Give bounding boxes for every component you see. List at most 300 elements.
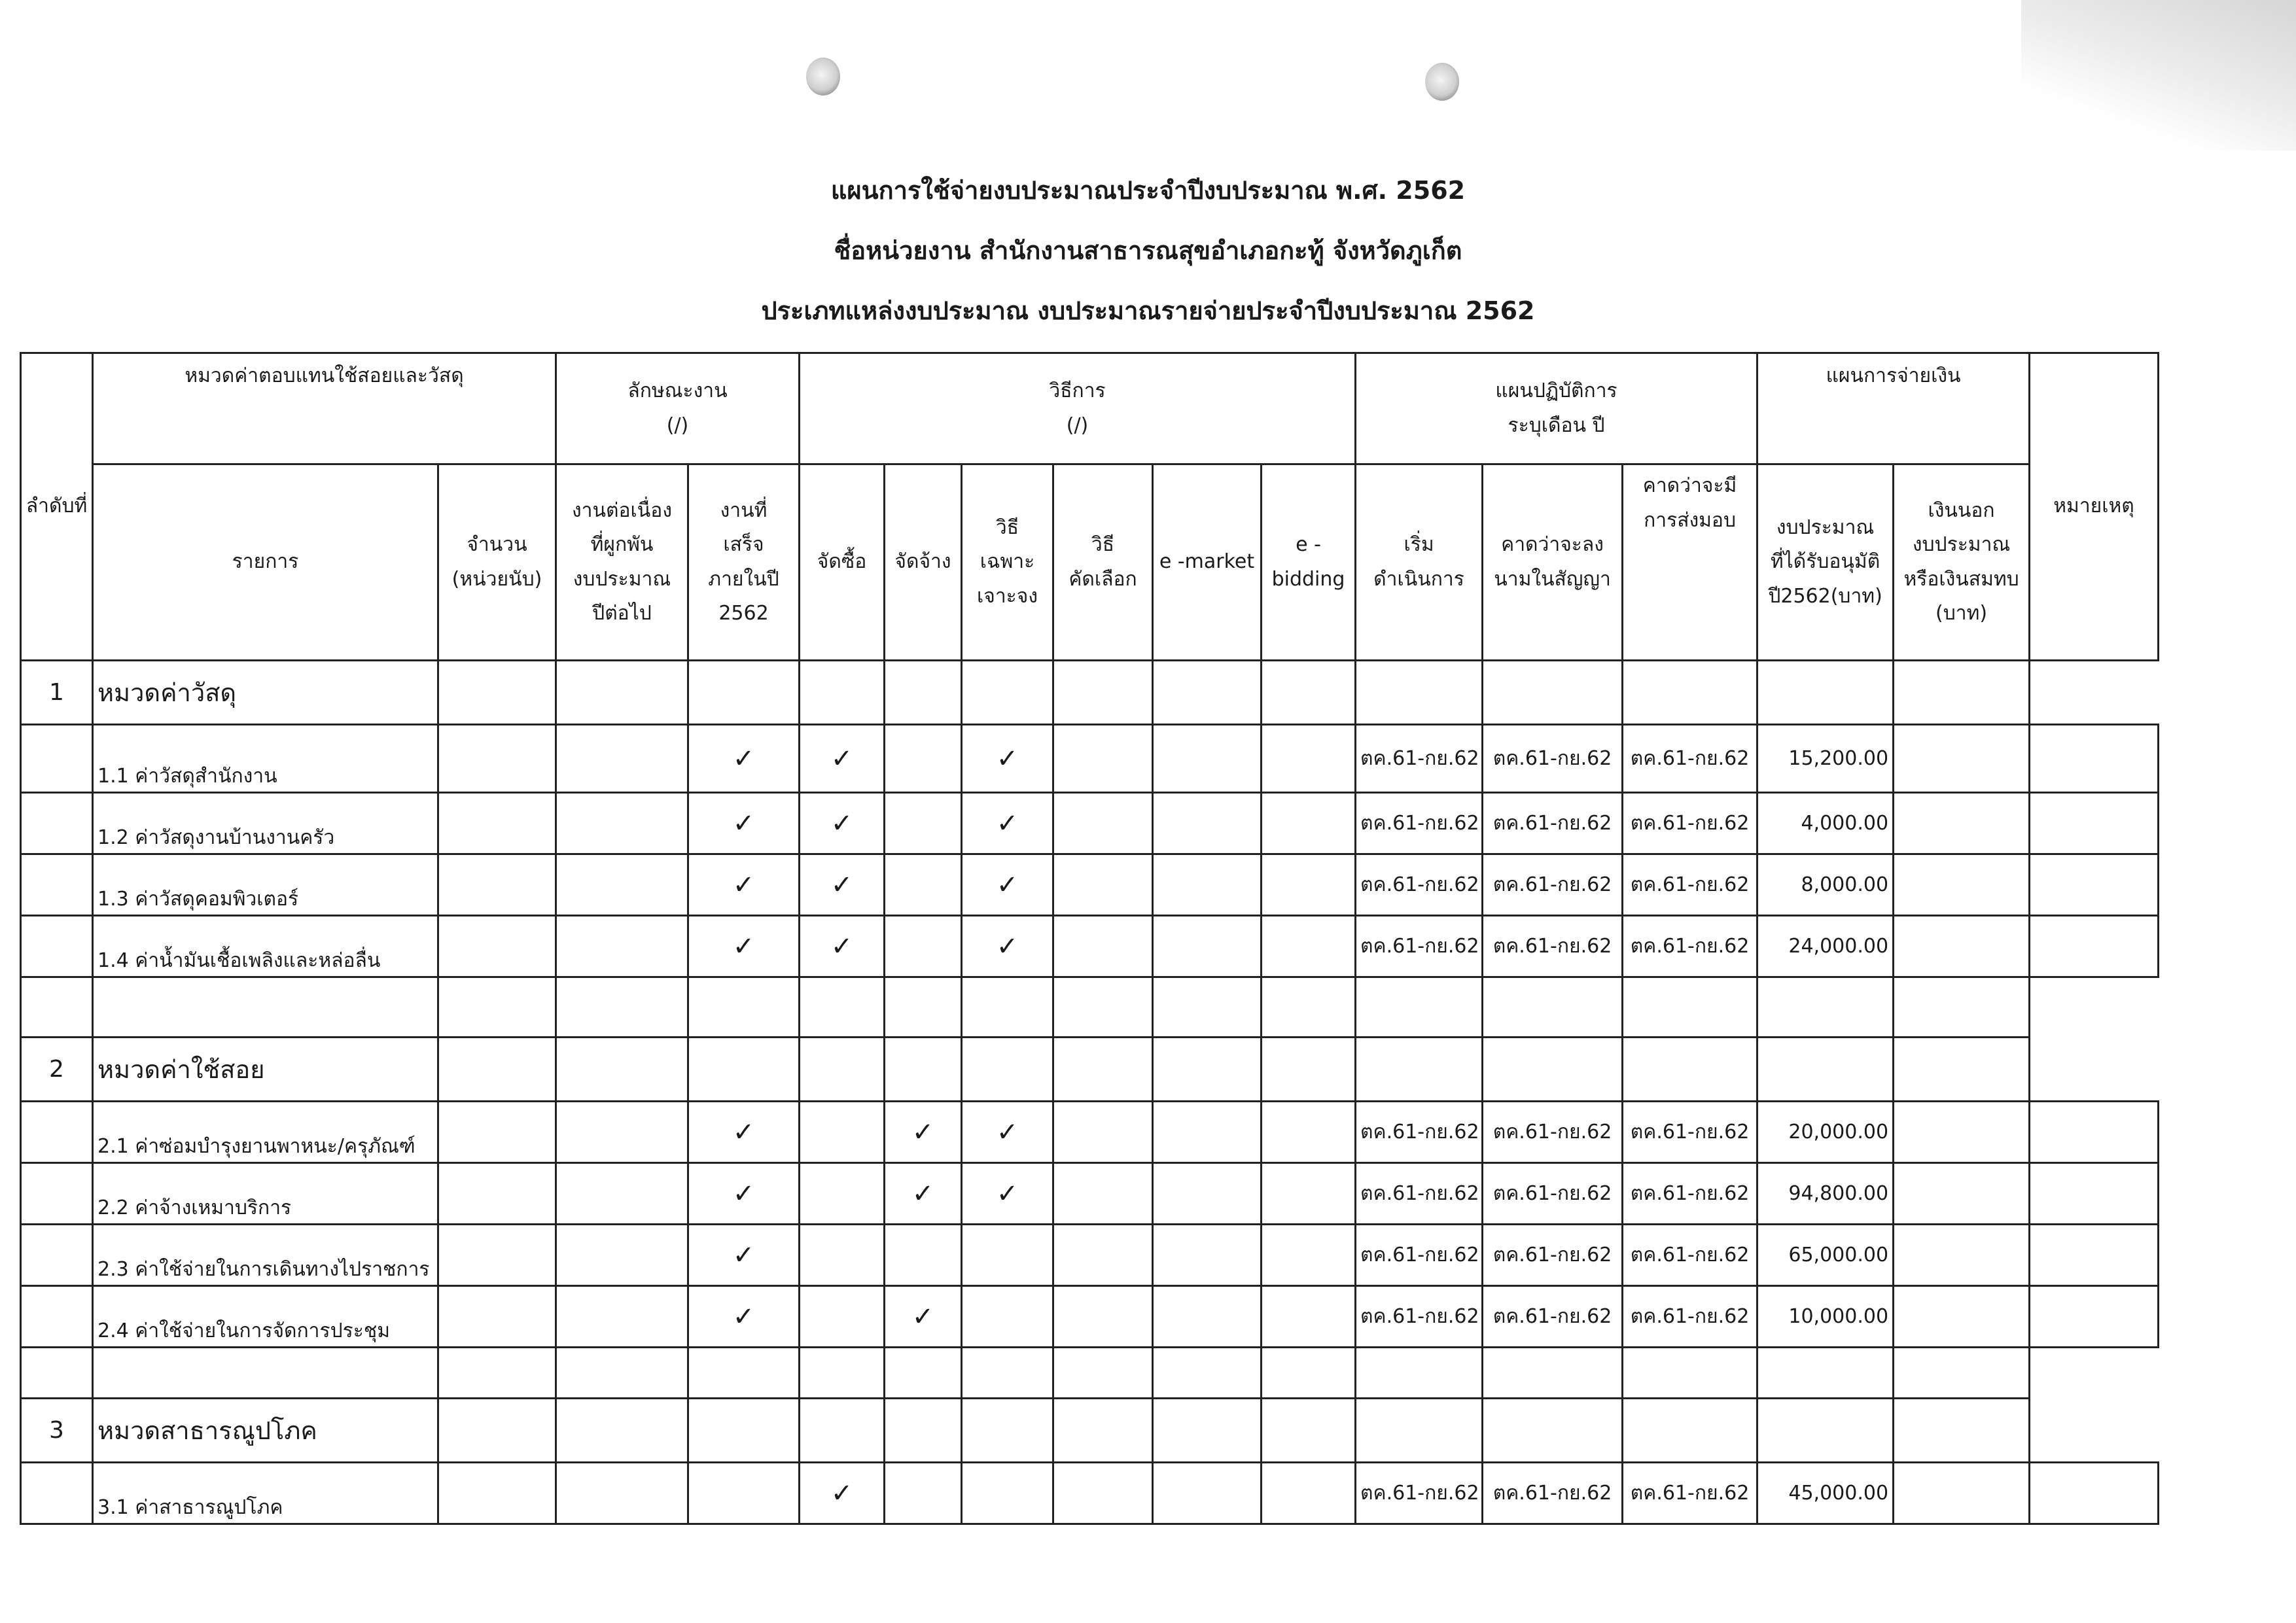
empty-cell xyxy=(1262,1348,1356,1399)
empty-cell xyxy=(688,1348,800,1399)
empty-cell xyxy=(438,1038,556,1102)
punch-hole-right xyxy=(1425,63,1459,101)
section-row xyxy=(21,1038,2159,1102)
header-specific-line: เจาะจง xyxy=(976,584,1038,608)
delivery-month: ตค.61-กย.62 xyxy=(1623,1225,1757,1286)
contract-month: ตค.61-กย.62 xyxy=(1483,1163,1623,1225)
header-item: รายการ xyxy=(93,464,438,661)
empty-cell xyxy=(1356,1348,1483,1399)
hire-check xyxy=(885,793,962,854)
continuing-cell xyxy=(556,1102,688,1163)
empty-cell xyxy=(1053,1038,1153,1102)
header-approved-line: งบประมาณ xyxy=(1776,515,1875,539)
header-contract xyxy=(1483,464,1623,661)
table-row xyxy=(21,1225,2159,1286)
empty-cell xyxy=(1153,1399,1262,1463)
empty-cell xyxy=(556,1348,688,1399)
approved-amount: 24,000.00 xyxy=(1757,916,1894,977)
remark-cell xyxy=(2030,916,2159,977)
empty-cell xyxy=(1262,1038,1356,1102)
empty-cell xyxy=(885,977,962,1038)
purchase-check xyxy=(800,1225,885,1286)
start-month: ตค.61-กย.62 xyxy=(1356,1225,1483,1286)
contract-month: ตค.61-กย.62 xyxy=(1483,1102,1623,1163)
offbudget-cell xyxy=(1894,725,2030,793)
header-method xyxy=(800,353,1356,464)
emarket-cell xyxy=(1153,854,1262,916)
empty-cell xyxy=(1483,1399,1623,1463)
spacer-row xyxy=(21,1348,2159,1399)
header-complete-line: งานที่ xyxy=(720,498,768,522)
continuing-cell xyxy=(556,1225,688,1286)
hire-check xyxy=(885,916,962,977)
purchase-check: ✓ xyxy=(800,725,885,793)
table-row xyxy=(21,725,2159,793)
ebidding-cell xyxy=(1262,1225,1356,1286)
selection-cell xyxy=(1053,1463,1153,1524)
empty-cell xyxy=(1053,977,1153,1038)
empty-cell xyxy=(556,661,688,725)
empty-cell xyxy=(1623,977,1757,1038)
header-approved-line: ที่ได้รับอนุมัติ xyxy=(1770,550,1881,574)
header-specific-line: วิธี xyxy=(995,515,1019,539)
document-titles xyxy=(0,160,2296,341)
remark-cell xyxy=(2030,1163,2159,1225)
empty-cell xyxy=(438,1399,556,1463)
section-row xyxy=(21,1399,2159,1463)
empty-cell xyxy=(1757,661,1894,725)
contract-month: ตค.61-กย.62 xyxy=(1483,1286,1623,1348)
empty-cell xyxy=(93,977,438,1038)
ebidding-cell xyxy=(1262,1102,1356,1163)
empty-cell xyxy=(885,661,962,725)
header-complete-line: เสร็จ xyxy=(723,533,764,556)
item-label: 1.3 ค่าวัสดุคอมพิวเตอร์ xyxy=(93,854,438,916)
purchase-check: ✓ xyxy=(800,854,885,916)
purchase-check xyxy=(800,1163,885,1225)
empty-cell xyxy=(1483,977,1623,1038)
empty-cell xyxy=(800,977,885,1038)
continuing-cell xyxy=(556,854,688,916)
item-label: 2.1 ค่าซ่อมบำรุงยานพาหนะ/ครุภัณฑ์ xyxy=(93,1102,438,1163)
empty-cell xyxy=(1356,977,1483,1038)
emarket-cell xyxy=(1153,1163,1262,1225)
specific-check: ✓ xyxy=(962,793,1053,854)
qty-cell xyxy=(438,1225,556,1286)
header-contract-line: นามในสัญญา xyxy=(1494,567,1611,591)
header-continuing xyxy=(556,464,688,661)
complete-check: ✓ xyxy=(688,1163,800,1225)
empty-cell xyxy=(800,661,885,725)
selection-cell xyxy=(1053,1163,1153,1225)
offbudget-cell xyxy=(1894,916,2030,977)
remark-cell xyxy=(2030,1286,2159,1348)
specific-check: ✓ xyxy=(962,1163,1053,1225)
header-qty xyxy=(438,464,556,661)
agency-name: ชื่อหน่วยงาน สำนักงานสาธารณสุขอำเภอกะทู้ จังหวัดภูเก็ต xyxy=(834,236,1462,265)
empty-cell xyxy=(556,1399,688,1463)
start-month: ตค.61-กย.62 xyxy=(1356,1463,1483,1524)
empty-cell xyxy=(21,1225,93,1286)
empty-cell xyxy=(21,793,93,854)
empty-cell xyxy=(1153,661,1262,725)
remark-cell xyxy=(2030,1463,2159,1524)
complete-check: ✓ xyxy=(688,793,800,854)
offbudget-cell xyxy=(1894,1225,2030,1286)
header-qty-line: จำนวน xyxy=(467,533,527,556)
empty-cell xyxy=(688,1038,800,1102)
empty-cell xyxy=(1356,661,1483,725)
start-month: ตค.61-กย.62 xyxy=(1356,1163,1483,1225)
empty-cell xyxy=(21,854,93,916)
delivery-month: ตค.61-กย.62 xyxy=(1623,793,1757,854)
selection-cell xyxy=(1053,1102,1153,1163)
header-delivery xyxy=(1623,464,1757,661)
header-continuing-line: งบประมาณ xyxy=(573,567,671,591)
empty-cell xyxy=(1757,977,1894,1038)
header-delivery-line: การส่งมอบ xyxy=(1644,508,1736,532)
ebidding-cell xyxy=(1262,1286,1356,1348)
purchase-check: ✓ xyxy=(800,916,885,977)
approved-amount: 15,200.00 xyxy=(1757,725,1894,793)
purchase-check: ✓ xyxy=(800,793,885,854)
header-complete xyxy=(688,464,800,661)
empty-cell xyxy=(688,1399,800,1463)
empty-cell xyxy=(1483,661,1623,725)
section-name: หมวดค่าใช้สอย xyxy=(93,1038,438,1102)
emarket-cell xyxy=(1153,1286,1262,1348)
empty-cell xyxy=(1356,1399,1483,1463)
emarket-cell xyxy=(1153,916,1262,977)
complete-check: ✓ xyxy=(688,1286,800,1348)
emarket-cell xyxy=(1153,793,1262,854)
header-offbudget-line: (บาท) xyxy=(1935,602,1988,625)
empty-cell xyxy=(1153,977,1262,1038)
remark-cell xyxy=(2030,793,2159,854)
header-order: ลำดับที่ xyxy=(21,353,93,661)
remark-cell xyxy=(2030,1102,2159,1163)
empty-cell xyxy=(93,1348,438,1399)
header-approved xyxy=(1757,464,1894,661)
ebidding-cell xyxy=(1262,1163,1356,1225)
qty-cell xyxy=(438,1102,556,1163)
empty-cell xyxy=(1053,661,1153,725)
empty-cell xyxy=(1262,977,1356,1038)
ebidding-cell xyxy=(1262,854,1356,916)
header-contract-line: คาดว่าจะลง xyxy=(1501,533,1604,556)
delivery-month: ตค.61-กย.62 xyxy=(1623,1463,1757,1524)
empty-cell xyxy=(1356,1038,1483,1102)
header-approved-line: ปี2562(บาท) xyxy=(1768,584,1882,608)
item-label: 3.1 ค่าสาธารณูปโภค xyxy=(93,1463,438,1524)
selection-cell xyxy=(1053,793,1153,854)
section-number: 3 xyxy=(21,1399,93,1463)
item-label: 1.2 ค่าวัสดุงานบ้านงานครัว xyxy=(93,793,438,854)
empty-cell xyxy=(1894,977,2030,1038)
empty-cell xyxy=(1894,1348,2030,1399)
empty-cell xyxy=(800,1038,885,1102)
qty-cell xyxy=(438,793,556,854)
budget-source: ประเภทแหล่งงบประมาณ งบประมาณรายจ่ายประจำปีงบประมาณ 2562 xyxy=(761,296,1535,325)
remark-cell xyxy=(2030,854,2159,916)
header-remark: หมายเหตุ xyxy=(2030,353,2159,661)
specific-check xyxy=(962,1463,1053,1524)
header-hire: จัดจ้าง xyxy=(885,464,962,661)
continuing-cell xyxy=(556,725,688,793)
approved-amount: 8,000.00 xyxy=(1757,854,1894,916)
emarket-cell xyxy=(1153,725,1262,793)
empty-cell xyxy=(438,661,556,725)
specific-check: ✓ xyxy=(962,1102,1053,1163)
hire-check: ✓ xyxy=(885,1286,962,1348)
approved-amount: 94,800.00 xyxy=(1757,1163,1894,1225)
empty-cell xyxy=(438,977,556,1038)
empty-cell xyxy=(962,1038,1053,1102)
empty-cell xyxy=(21,725,93,793)
empty-cell xyxy=(1623,1348,1757,1399)
hire-check xyxy=(885,854,962,916)
delivery-month: ตค.61-กย.62 xyxy=(1623,916,1757,977)
contract-month: ตค.61-กย.62 xyxy=(1483,1463,1623,1524)
continuing-cell xyxy=(556,1463,688,1524)
item-label: 2.4 ค่าใช้จ่ายในการจัดการประชุม xyxy=(93,1286,438,1348)
header-nature xyxy=(556,353,800,464)
empty-cell xyxy=(885,1399,962,1463)
continuing-cell xyxy=(556,793,688,854)
empty-cell xyxy=(1757,1038,1894,1102)
empty-cell xyxy=(1757,1348,1894,1399)
empty-cell xyxy=(1262,1399,1356,1463)
empty-cell xyxy=(21,1463,93,1524)
offbudget-cell xyxy=(1894,793,2030,854)
start-month: ตค.61-กย.62 xyxy=(1356,1102,1483,1163)
header-continuing-line: ที่ผูกพัน xyxy=(590,533,654,556)
header-complete-line: ภายในปี xyxy=(708,567,779,591)
empty-cell xyxy=(962,977,1053,1038)
section-name: หมวดสาธารณูปโภค xyxy=(93,1399,438,1463)
header-purchase: จัดซื้อ xyxy=(800,464,885,661)
hire-check xyxy=(885,1463,962,1524)
delivery-month: ตค.61-กย.62 xyxy=(1623,1163,1757,1225)
ebidding-cell xyxy=(1262,1463,1356,1524)
header-plan xyxy=(1356,353,1757,464)
selection-cell xyxy=(1053,725,1153,793)
header-start-line: ดำเนินการ xyxy=(1373,567,1464,591)
empty-cell xyxy=(962,1348,1053,1399)
continuing-cell xyxy=(556,1286,688,1348)
hire-check xyxy=(885,1225,962,1286)
purchase-check: ✓ xyxy=(800,1463,885,1524)
table-row xyxy=(21,1163,2159,1225)
section-number: 1 xyxy=(21,661,93,725)
header-specific xyxy=(962,464,1053,661)
offbudget-cell xyxy=(1894,854,2030,916)
header-offbudget xyxy=(1894,464,2030,661)
empty-cell xyxy=(438,1348,556,1399)
selection-cell xyxy=(1053,1286,1153,1348)
complete-check xyxy=(688,1463,800,1524)
qty-cell xyxy=(438,916,556,977)
spacer-row xyxy=(21,977,2159,1038)
empty-cell xyxy=(21,977,93,1038)
specific-check: ✓ xyxy=(962,916,1053,977)
contract-month: ตค.61-กย.62 xyxy=(1483,1225,1623,1286)
complete-check: ✓ xyxy=(688,1225,800,1286)
item-label: 2.2 ค่าจ้างเหมาบริการ xyxy=(93,1163,438,1225)
empty-cell xyxy=(556,977,688,1038)
qty-cell xyxy=(438,1286,556,1348)
header-complete-line: 2562 xyxy=(718,602,769,625)
empty-cell xyxy=(1153,1348,1262,1399)
remark-cell xyxy=(2030,1225,2159,1286)
qty-cell xyxy=(438,725,556,793)
delivery-month: ตค.61-กย.62 xyxy=(1623,1286,1757,1348)
empty-cell xyxy=(1623,1038,1757,1102)
selection-cell xyxy=(1053,1225,1153,1286)
empty-cell xyxy=(962,661,1053,725)
empty-cell xyxy=(1623,1399,1757,1463)
header-nature-label: ลักษณะงาน xyxy=(627,379,728,402)
specific-check: ✓ xyxy=(962,854,1053,916)
header-delivery-line: คาดว่าจะมี xyxy=(1642,474,1737,497)
budget-plan-table xyxy=(20,352,2159,1525)
complete-check: ✓ xyxy=(688,854,800,916)
empty-cell xyxy=(688,977,800,1038)
header-start-line: เริ่ม xyxy=(1404,533,1434,556)
empty-cell xyxy=(1262,661,1356,725)
section-number: 2 xyxy=(21,1038,93,1102)
hire-check: ✓ xyxy=(885,1163,962,1225)
start-month: ตค.61-กย.62 xyxy=(1356,854,1483,916)
empty-cell xyxy=(1757,1399,1894,1463)
contract-month: ตค.61-กย.62 xyxy=(1483,725,1623,793)
header-plan-sub: ระบุเดือน ปี xyxy=(1508,413,1605,437)
table-row xyxy=(21,793,2159,854)
empty-cell xyxy=(21,1348,93,1399)
header-pay: แผนการจ่ายเงิน xyxy=(1757,353,2030,464)
delivery-month: ตค.61-กย.62 xyxy=(1623,854,1757,916)
empty-cell xyxy=(1153,1038,1262,1102)
specific-check: ✓ xyxy=(962,725,1053,793)
contract-month: ตค.61-กย.62 xyxy=(1483,793,1623,854)
document-title: แผนการใช้จ่ายงบประมาณประจำปีงบประมาณ พ.ศ. 2562 xyxy=(830,176,1466,205)
continuing-cell xyxy=(556,1163,688,1225)
table-body xyxy=(21,661,2159,1524)
remark-cell xyxy=(2030,725,2159,793)
purchase-check xyxy=(800,1286,885,1348)
header-continuing-line: ปีต่อไป xyxy=(592,602,652,625)
header-qty-line: (หน่วยนับ) xyxy=(451,567,542,591)
hire-check xyxy=(885,725,962,793)
header-nature-mark: (/) xyxy=(666,413,689,437)
qty-cell xyxy=(438,1463,556,1524)
empty-cell xyxy=(688,661,800,725)
empty-cell xyxy=(21,916,93,977)
header-emarket: e -market xyxy=(1153,464,1262,661)
header-continuing-line: งานต่อเนื่อง xyxy=(572,498,672,522)
header-selection-line: วิธี xyxy=(1091,533,1115,556)
specific-check xyxy=(962,1225,1053,1286)
contract-month: ตค.61-กย.62 xyxy=(1483,854,1623,916)
start-month: ตค.61-กย.62 xyxy=(1356,1286,1483,1348)
delivery-month: ตค.61-กย.62 xyxy=(1623,1102,1757,1163)
ebidding-cell xyxy=(1262,725,1356,793)
item-label: 1.4 ค่าน้ำมันเชื้อเพลิงและหล่อลื่น xyxy=(93,916,438,977)
header-method-label: วิธีการ xyxy=(1049,379,1106,402)
start-month: ตค.61-กย.62 xyxy=(1356,725,1483,793)
item-label: 2.3 ค่าใช้จ่ายในการเดินทางไปราชการ xyxy=(93,1225,438,1286)
offbudget-cell xyxy=(1894,1286,2030,1348)
header-offbudget-line: หรือเงินสมทบ xyxy=(1903,567,2019,591)
approved-amount: 10,000.00 xyxy=(1757,1286,1894,1348)
item-label: 1.1 ค่าวัสดุสำนักงาน xyxy=(93,725,438,793)
header-selection xyxy=(1053,464,1153,661)
empty-cell xyxy=(1894,661,2030,725)
header-group: หมวดค่าตอบแทนใช้สอยและวัสดุ xyxy=(93,353,556,464)
table-row xyxy=(21,1463,2159,1524)
selection-cell xyxy=(1053,854,1153,916)
page-corner-shadow xyxy=(2021,0,2296,150)
header-selection-line: คัดเลือก xyxy=(1069,567,1137,591)
empty-cell xyxy=(800,1348,885,1399)
complete-check: ✓ xyxy=(688,1102,800,1163)
emarket-cell xyxy=(1153,1225,1262,1286)
section-row xyxy=(21,661,2159,725)
header-method-mark: (/) xyxy=(1066,413,1089,437)
approved-amount: 45,000.00 xyxy=(1757,1463,1894,1524)
table-row xyxy=(21,1102,2159,1163)
empty-cell xyxy=(1894,1038,2030,1102)
section-name: หมวดค่าวัสดุ xyxy=(93,661,438,725)
offbudget-cell xyxy=(1894,1102,2030,1163)
empty-cell xyxy=(800,1399,885,1463)
empty-cell xyxy=(1483,1348,1623,1399)
approved-amount: 65,000.00 xyxy=(1757,1225,1894,1286)
punch-hole-left xyxy=(806,58,840,96)
ebidding-cell xyxy=(1262,793,1356,854)
empty-cell xyxy=(556,1038,688,1102)
continuing-cell xyxy=(556,916,688,977)
complete-check: ✓ xyxy=(688,916,800,977)
empty-cell xyxy=(21,1286,93,1348)
start-month: ตค.61-กย.62 xyxy=(1356,793,1483,854)
header-offbudget-line: เงินนอก xyxy=(1928,498,1995,522)
approved-amount: 20,000.00 xyxy=(1757,1102,1894,1163)
empty-cell xyxy=(962,1399,1053,1463)
header-offbudget-line: งบประมาณ xyxy=(1912,533,2011,556)
ebidding-cell xyxy=(1262,916,1356,977)
selection-cell xyxy=(1053,916,1153,977)
delivery-month: ตค.61-กย.62 xyxy=(1623,725,1757,793)
header-ebidding xyxy=(1262,464,1356,661)
empty-cell xyxy=(1053,1348,1153,1399)
purchase-check xyxy=(800,1102,885,1163)
offbudget-cell xyxy=(1894,1463,2030,1524)
contract-month: ตค.61-กย.62 xyxy=(1483,916,1623,977)
header-ebidding-line: bidding xyxy=(1271,567,1345,591)
empty-cell xyxy=(21,1102,93,1163)
emarket-cell xyxy=(1153,1463,1262,1524)
header-plan-label: แผนปฏิบัติการ xyxy=(1495,379,1617,402)
approved-amount: 4,000.00 xyxy=(1757,793,1894,854)
header-start xyxy=(1356,464,1483,661)
header-ebidding-line: e - xyxy=(1296,533,1321,556)
empty-cell xyxy=(1053,1399,1153,1463)
empty-cell xyxy=(1483,1038,1623,1102)
specific-check xyxy=(962,1286,1053,1348)
empty-cell xyxy=(21,1163,93,1225)
hire-check: ✓ xyxy=(885,1102,962,1163)
